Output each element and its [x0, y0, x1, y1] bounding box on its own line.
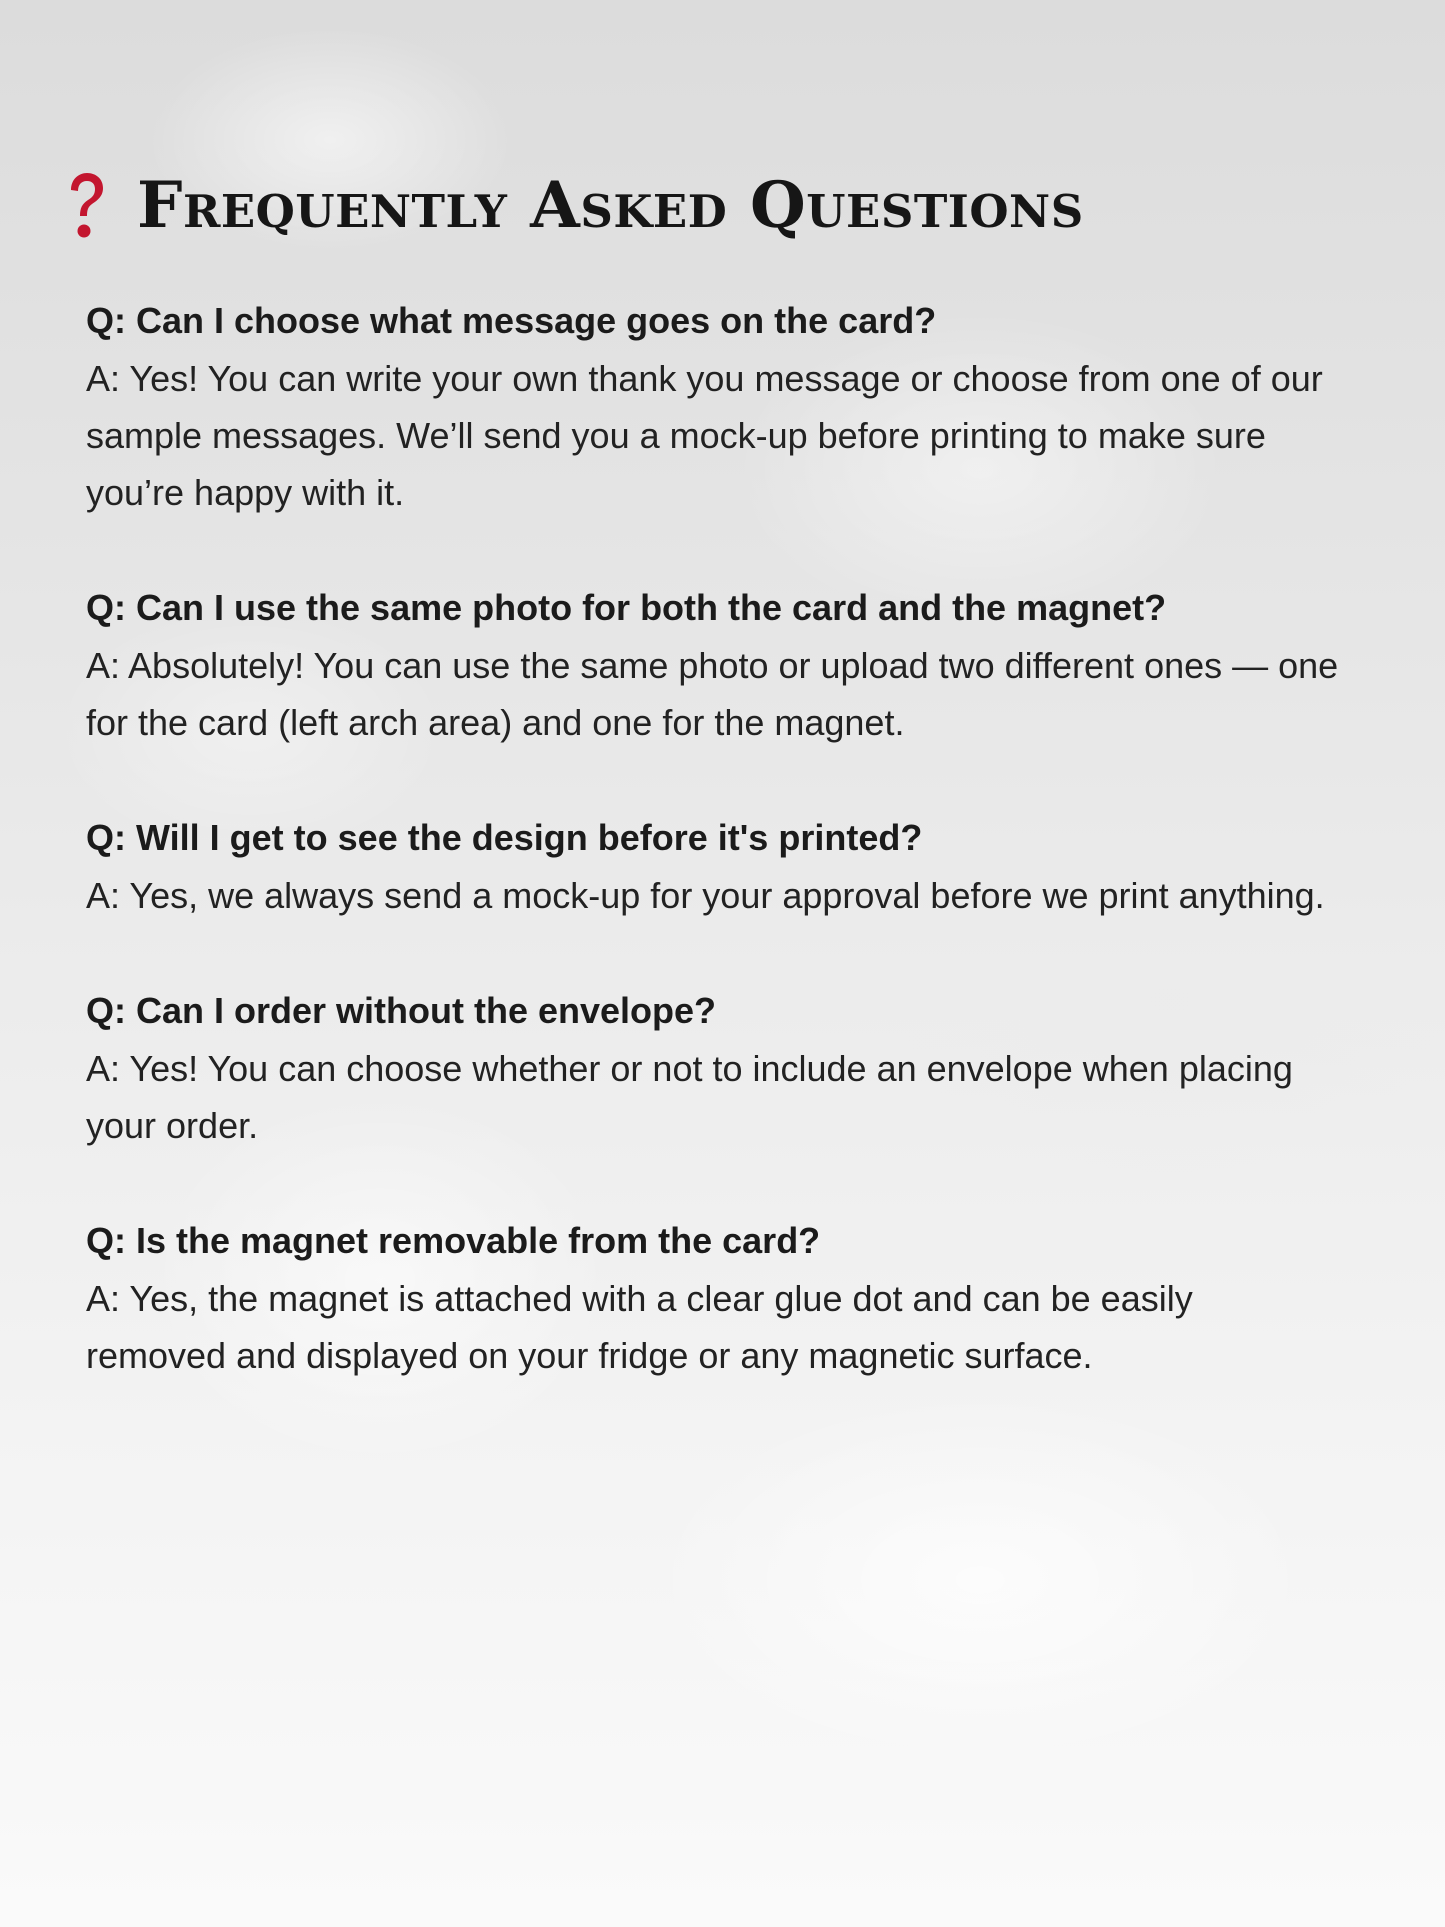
faq-question-4: Q: Can I order without the envelope? [86, 990, 717, 1031]
question-mark-icon [63, 170, 107, 242]
faq-question-2: Q: Can I use the same photo for both the card and the magnet? [86, 587, 1167, 628]
faq-answer-1: A: Yes! You can write your own thank you message or choose from one of our sample messages. We’ll send you a mock-up before printing to make sure you’re happy with it. [86, 358, 1323, 513]
faq-answer-4: A: Yes! You can choose whether or not to include an envelope when placing your order. [86, 1048, 1293, 1146]
faq-item-2 [86, 579, 1370, 751]
faq-item-3 [86, 809, 1370, 924]
faq-answer-2: A: Absolutely! You can use the same photo or upload two different ones — one for the card (left arch area) and one for the magnet. [86, 645, 1339, 743]
faq-question-3: Q: Will I get to see the design before it's printed? [86, 817, 923, 858]
faq-item-4 [86, 982, 1370, 1154]
faq-item-1 [86, 292, 1370, 521]
faq-answer-5: A: Yes, the magnet is attached with a clear glue dot and can be easily removed and displayed on your fridge or any magnetic surface. [86, 1278, 1193, 1376]
faq-answer-3: A: Yes, we always send a mock-up for your approval before we print anything. [86, 875, 1325, 916]
page-title: Frequently Asked Questions [137, 168, 1084, 243]
faq-list [86, 292, 1370, 1442]
faq-question-1: Q: Can I choose what message goes on the card? [86, 300, 937, 341]
faq-question-5: Q: Is the magnet removable from the card? [86, 1220, 821, 1261]
faq-header [63, 170, 1084, 242]
faq-item-5 [86, 1212, 1370, 1384]
